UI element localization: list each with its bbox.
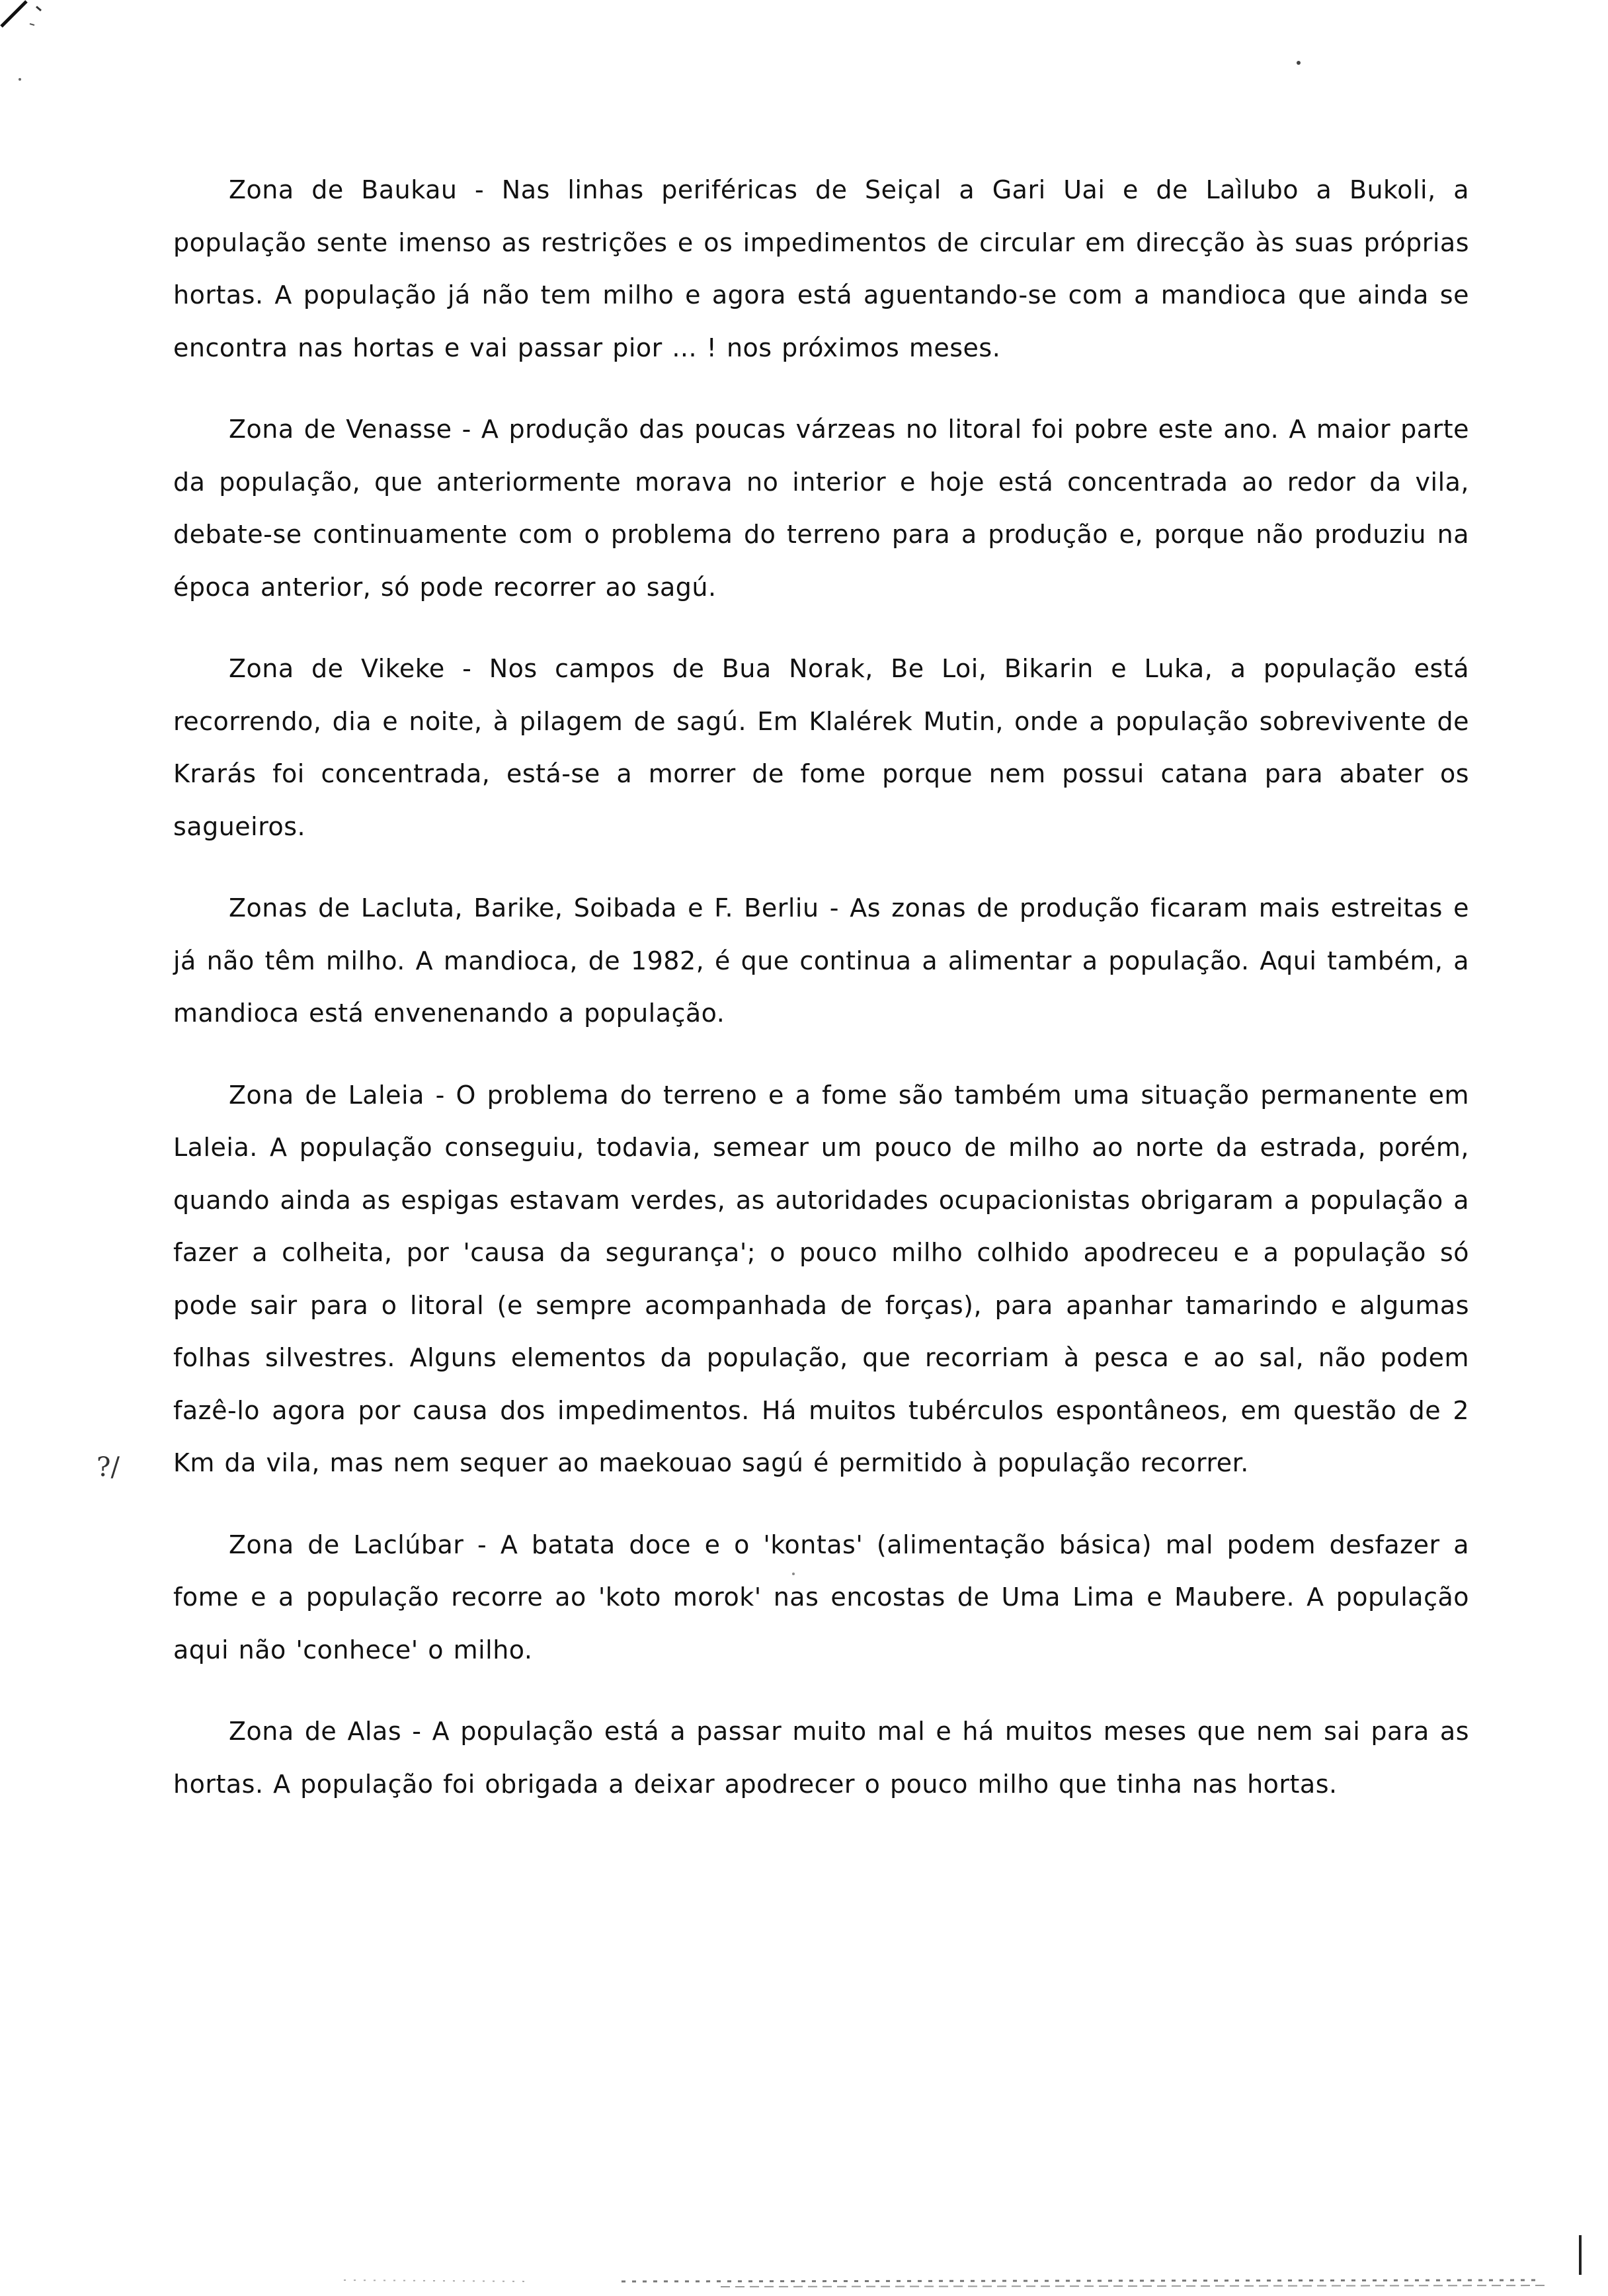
bottom-scan-noise	[0, 2182, 1608, 2296]
paragraph-lacluta: Zonas de Lacluta, Barike, Soibada e F. Berliu - As zonas de produção ficaram mais estreitas e já não têm milho. A mandioca, de 1982, é que continua a alimentar a população. Aqui também, a mandioca está envenenando a população.	[173, 893, 1469, 1028]
document-body	[173, 164, 1469, 1840]
paragraph-vikeke: Zona de Vikeke - Nos campos de Bua Norak, Be Loi, Bikarin e Luka, a população está recorrendo, dia e noite, à pilagem de sagú. Em Klalérek Mutin, onde a população sobrevivente de Krarás foi concentrada, está-se a morrer de fome porque nem possui catana para abater os sagueiros.	[173, 654, 1469, 841]
paragraph-venasse: Zona de Venasse - A produção das poucas várzeas no litoral foi pobre este ano. A maior parte da população, que anteriormente morava no interior e hoje está concentrada ao redor da vila, debate-se continuamente com o problema do terreno para a produção e, porque não produziu na época anterior, só pode recorrer ao sagú.	[173, 415, 1469, 602]
margin-annotation: ?/	[97, 1452, 120, 1483]
paragraph-alas: Zona de Alas - A população está a passar muito mal e há muitos meses que nem sai para as hortas. A população foi obrigada a deixar apodrecer o pouco milho que tinha nas hortas.	[173, 1717, 1469, 1799]
paragraph-laleia: Zona de Laleia - O problema do terreno e a fome são também uma situação permanente em Laleia. A população conseguiu, todavia, semear um pouco de milho ao norte da estrada, porém, quando ainda as espigas estavam verdes, as autoridades ocupacionistas obrigaram a população a fazer a colheita, por 'causa da segurança'; o pouco milho colhido apodreceu e a população só pode sair para o litoral (e sempre acompanhada de forças), para apanhar tamarindo e algumas folhas silvestres. Alguns elementos da população, que recorriam à pesca e ao sal, não podem fazê-lo agora por causa dos impedimentos. Há muitos tubérculos espontâneos, em questão de 2 Km da vila, mas nem sequer ao maekouao sagú é permitido à população recorrer.	[173, 1080, 1469, 1477]
paragraph-baukau: Zona de Baukau - Nas linhas periféricas de Seiçal a Gari Uai e de Laìlubo a Bukoli, a população sente imenso as restrições e os impedimentos de circular em direcção às suas próprias hortas. A população já não tem milho e agora está aguentando-se com a mandioca que ainda se encontra nas hortas e vai passar pior ... ! nos próximos meses.	[173, 175, 1469, 362]
paragraph-laclubar: Zona de Laclúbar - A batata doce e o 'kontas' (alimentação básica) mal podem desfazer a fome e a população recorre ao 'koto morok' nas encostas de Uma Lima e Maubere. A população aqui não 'conhece' o milho.	[173, 1530, 1469, 1664]
corner-pen-mark	[0, 0, 46, 40]
